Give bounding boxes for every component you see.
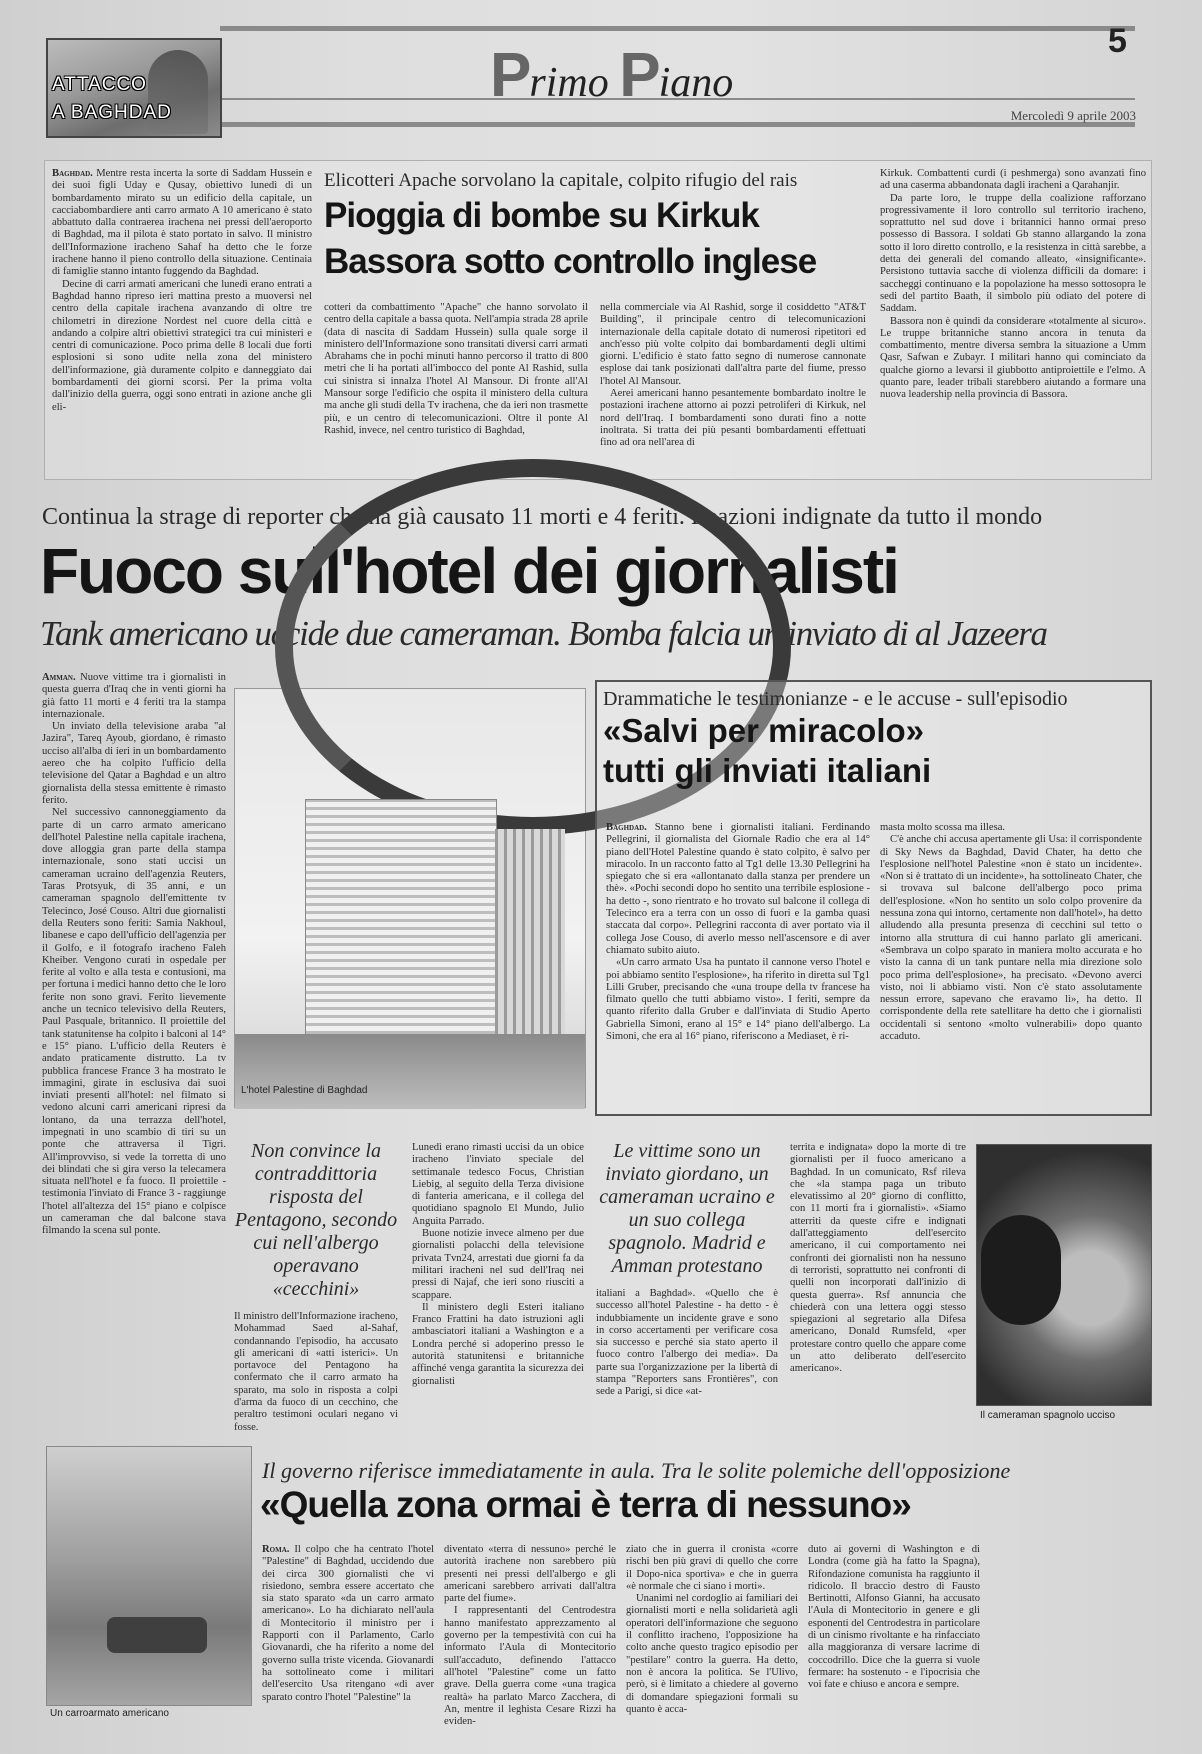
italians-headline-1: «Salvi per miracolo»	[603, 712, 924, 749]
header-rule-top	[220, 26, 1135, 31]
photo-caption: Il cameraman spagnolo ucciso	[980, 1410, 1116, 1421]
paragraph: Nuove vittime tra i giornalisti in questa guerra d'Iraq che in venti giorni ha già fatto 11 morti e 4 feriti tra la stampa internazionale.	[42, 672, 226, 720]
lower-col-2	[412, 1142, 584, 1424]
camera-shape	[981, 1215, 1061, 1325]
header-rule-bottom	[220, 122, 1135, 127]
paragraph: Mentre resta incerta la sorte di Saddam Hussein e dei suoi figli Uday e Qusay, obiettivo lunedì di un bombardamento mirato su un edificio della capitale, un cacciabombardiere anti carro armato A 10 americano è stato abbattuto dalla contraerea irachena nei pressi dell'aeroporto di Baghdad, ma il pilota è stato portato in salvo. Il ministro dell'Informazione iracheno Sahaf ha detto che le forze irachene hanno il pieno controllo della situazione. Centinaia di famiglie stanno intanto fuggendo da Baghdad.	[52, 168, 312, 278]
paragraph: I rappresentanti del Centrodestra hanno manifestato apprezzamento al governo per la tempestività con cui ha informato l'Aula di Montecitorio sull'accaduto, definendo l'attacco all'hotel "Palestine" come un fatto grave. Della guerra come «una tragica realtà» ha parlato Marco Zacchera, di An, mentre il leghista Cesare Rizzi ha eviden-	[444, 1605, 616, 1728]
top-article-col-4	[880, 168, 1146, 474]
masthead-initial: P	[619, 41, 661, 110]
italians-headline-2: tutti gli inviati italiani	[603, 752, 932, 789]
paragraph: nella commerciale via Al Rashid, sorge il cosiddetto "AT&T Building", il principale centro di telecomunicazioni internazionale della capitale dotato di numerosi ripetitori ed anch'esso più volte colpito dai bombardamenti degli ultimi giorni. L'edificio è stato fatto segno di numerose cannonate esplose dai tank posizionati dall'altra parte del fiume, presso l'hotel Al Mansour.	[600, 302, 866, 387]
paragraph: duto ai governi di Washington e di Londra (come già ha fatto la Spagna), Rifondazione comunista ha raggiunto il ridicolo. Il braccio destro di Fausto Bertinotti, Alfonso Gianni, ha accusato l'Aula di Montecitorio in genere e gli esponenti del Centrodestra in particolare di un cinismo rivoltante e ha rinfacciato alla maggioranza di versare lacrime di coccodrillo. Dice che la guerra si vuole fermare: ha sostenuto - e l'ipocrisia che voi fate e chiuso e ancora e sempre.	[808, 1544, 980, 1691]
lower-col-4	[790, 1142, 966, 1424]
pull-quote-pentagon: Non convince la contraddittoria risposta del Pentagono, secondo cui nell'albergo operavano «cecchini»	[234, 1140, 398, 1300]
paragraph: «Un carro armato Usa ha puntato il cannone verso l'hotel e poi abbiamo sentito l'esplosione», ha riferito in diretta sul Tg1 Lilli Gruber, precisando che «una troupe della tv francese ha filmato quello che tutti abbiamo visto». I feriti, sempre da quanto riferito dalla Gruber e dall'inviata di Studio Aperto Gabriella Simoni, erano al 15° e 14° piano dell'albergo. La Simoni, che era al 16° piano, riferiscono a Mediaset, è ri-	[606, 957, 870, 1043]
hotel-building-side	[495, 829, 565, 1049]
paragraph: territa e indignata» dopo la morte di tre giornalisti per il fuoco americano a Baghdad. In un comunicato, Rsf rileva che «la stampa paga un tributo elevatissimo al 20° giorno di conflitto, con 11 morti fra i giornalisti». «Siamo atterriti da queste cifre e indignati dall'atteggiamento dell'esercito americano, il cui comportamento nei confronti dei giornalisti non ha nessuno di terroristi, soprattutto nei confronti di quelli non incorporati dall'inizio di questa guerra». Rsf annuncia che chiederà con una lettera oggi stesso spiegazioni al segretario alla Difesa americano, Donald Rumsfeld, «per protestare contro quello che appare come un atto deliberato dell'esercito americano».	[790, 1142, 966, 1375]
bottom-col-3	[626, 1544, 798, 1724]
hotel-palestine-photo	[234, 688, 586, 1108]
paragraph: Il ministro dell'Informazione iracheno, Mohammad Saed al-Sahaf, condannando l'episodio, ha accusato gli americani di «atti isterici». Un portavoce del Pentagono ha confermato che il carro armato ha sparato, ma solo in risposta a colpi d'arma da fuoco di un cecchino, che peraltro testimoni oculari negano vi fosse.	[234, 1311, 398, 1433]
dateline: Baghdad.	[52, 168, 93, 179]
bottom-col-2	[444, 1544, 616, 1728]
cameraman-photo	[976, 1144, 1152, 1406]
top-article-col-1	[52, 168, 312, 474]
main-story-kicker: Continua la strage di reporter che ha già causato 11 morti e 4 feriti. Reazioni indignate da tutto il mondo	[42, 504, 1043, 530]
section-logo-line-1: ATTACCO	[52, 74, 147, 95]
paragraph: Stanno bene i giornalisti italiani. Ferdinando Pellegrini, il giornalista del Giornale Radio che era al 14° piano dell'Hotel Palestine quando è stato colpito, è salvo per miracolo. In un racconto fatto al Tg1 delle 13.30 Pellegrini ha spiegato che si era «allontanato dalla stanza per prendere un thè». «Pochi secondi dopo ho sentito una terribile esplosione - ha detto -, sono rientrato e ho trovato sul balcone il collega di Telecinco era a terra con un osso di fuori e la gamba quasi staccata dal corpo». Pellegrini racconta di aver portato via il collega Jose Couso, di averlo messo nell'ascensore e di aver chiamato subito aiuto.	[606, 822, 870, 956]
top-article-headline-1: Pioggia di bombe su Kirkuk	[324, 196, 759, 235]
top-article-kicker: Elicotteri Apache sorvolano la capitale, colpito rifugio del rais	[324, 170, 798, 191]
paragraph: italiani a Baghdad». «Quello che è successo all'hotel Palestine - ha detto - è indubbiamente un incidente grave e sono in corso accertamenti per verificare cosa sia successo e perché sia stato aperto il fuoco contro l'albergo dei media». Da parte sua l'organizzazione per la libertà di stampa "Reporters sans Frontières", con sede a Parigi, si dice «at-	[596, 1288, 778, 1398]
photo-caption: Un carroarmato americano	[50, 1708, 169, 1719]
section-logo-line-2: A BAGHDAD	[52, 102, 172, 123]
tank-photo	[46, 1446, 252, 1706]
paragraph: Buone notizie invece almeno per due giornalisti polacchi della televisione privata Tvn24, arrestati due giorni fa da militari iracheni nel sud dell'Iraq nei pressi di Najaf, che ieri sono riusciti a scappare.	[412, 1228, 584, 1301]
paragraph: Aerei americani hanno pesantemente bombardato inoltre le postazioni irachene attorno ai pozzi petroliferi di Kirkuk, nel nord dell'Iraq. I bombardamenti sono durati fino a notte inoltrata. Si tratta dei più pesanti bombardamenti effettuati fino ad ora nell'area di	[600, 388, 866, 449]
italians-col-1	[606, 822, 870, 1108]
bottom-col-4	[808, 1544, 980, 1724]
page-number: 5	[1108, 22, 1127, 60]
paragraph: Il ministero degli Esteri italiano Franco Frattini ha dato istruzioni agli ambasciatori italiani a Washington e a Londra perché si adoperino presso le autorità statunitensi e britanniche affinché venga garantita la sicurezza dei giornalisti	[412, 1301, 584, 1387]
top-article-headline-2: Bassora sotto controllo inglese	[324, 242, 817, 281]
paragraph: Lunedì erano rimasti uccisi da un obice iracheno l'inviato speciale del settimanale tedesco Focus, Christian Liebig, al seguito della Terza divisione di fanteria americana, e il collega del quotidiano spagnolo El Mundo, Julio Anguita Parrado.	[412, 1142, 584, 1227]
dateline: Roma.	[262, 1544, 290, 1555]
paragraph: Bassora non è quindi da considerare «totalmente al sicuro». Le truppe britanniche stanno ancora in tenuta da combattimento, mentre diversa sembra la situazione a Umm Qasr, Safwan e Zubayr. I militari hanno qui cominciato da qualche giorno a levarsi il giubbotto antiproiettile e l'elmo. A quanto pare, leader tribali starebbero aiutando a formare una nuova leadership nella provincia di Bassora.	[880, 315, 1146, 401]
hotel-building	[305, 799, 497, 1051]
lower-stack-2	[596, 1140, 778, 1426]
paragraph: ziato che in guerra il cronista «corre rischi ben più gravi di quello che corre il Dopo-nica sportiva» e che in guerra «è normale che ci siano i morti».	[626, 1544, 798, 1592]
masthead-word: iano	[658, 60, 734, 106]
paragraph: diventato «terra di nessuno» perché le autorità irachene non sarebbero più presenti nei pressi dell'albergo e gli americani sarebbero arrivati dall'altra parte del fiume».	[444, 1544, 616, 1605]
italians-kicker: Drammatiche le testimonianze - e le accuse - sull'episodio	[603, 688, 1068, 710]
paragraph: Da parte loro, le truppe della coalizione rafforzano progressivamente il loro controllo sul territorio iracheno, soprattutto nel sud dove i britannici hanno ormai preso possesso di Bassora. I soldati Gb stanno allargando la zona sotto il loro diretto controllo, e la resistenza in città sarebbe, a detta dei generali del comando alleato, «insignificante». Persistono tuttavia sacche di violenza difficili da domare: i saccheggi continuano e la popolazione ha messo sottosopra le sedi del partito Baath, il simbolo più odiato del potere di Saddam.	[880, 192, 1146, 315]
main-story-left-column	[42, 672, 226, 1427]
masthead-initial: P	[490, 41, 532, 110]
issue-date: Mercoledì 9 aprile 2003	[1010, 108, 1136, 123]
dateline: Amman.	[42, 672, 76, 683]
main-story-subtitle: Tank americano uccide due cameraman. Bomba falcia un inviato di al Jazeera	[40, 614, 1047, 653]
masthead-word: rimo	[529, 60, 609, 106]
italians-col-2	[880, 822, 1142, 1108]
top-article-col-3	[600, 302, 866, 474]
ground	[235, 1034, 585, 1109]
tank-shape	[107, 1617, 207, 1653]
pull-quote-victims: Le vittime sono un inviato giordano, un cameraman ucraino e un suo collega spagnolo. Madrid e Amman protestano	[599, 1140, 775, 1277]
lower-col-3	[596, 1288, 778, 1426]
section-masthead	[490, 40, 733, 111]
section-logo-attacco-a-baghdad	[46, 38, 222, 138]
main-story-headline: Fuoco sull'hotel dei giornalisti	[40, 535, 898, 607]
lower-col-1	[234, 1311, 398, 1433]
paragraph: Unanimi nel cordoglio ai familiari dei giornalisti morti e nella solidarietà agli operatori dell'informazione che seguono il conflitto iracheno, l'opposizione ha colto anche questo tragico episodio per "pestilare" contro la guerra. Ha detto, non è ancora la politica. Se l'Ulivo, però, si è limitato a chiedere al governo di domandare spiegazioni formali su quanto è acca-	[626, 1593, 798, 1715]
paragraph: Un inviato della televisione araba "al Jazira", Tareq Ayoub, giordano, è rimasto ucciso all'alba di ieri in un bombardamento aereo che ha colpito l'ufficio della televisione del Qatar a Baghdad e un altro giornalista della stessa emittente è rimasto ferito.	[42, 721, 226, 806]
paragraph: C'è anche chi accusa apertamente gli Usa: il corrispondente di Sky News da Baghdad, David Chater, ha detto che l'esplosione nell'hotel Palestine «non è stato un incidente». «Non si è trattato di un incidente», ha sottolineato Chater, che si trovava sul balcone dell'albergo poco prima dell'esplosione. «Non ho sentito un solo colpo provenire da nessuna zona qui intorno, certamente non dall'hotel», ha detto alludendo alla presunta presenza di cecchini sul tetto o intorno alla struttura di cui hanno parlato gli americani. «Sembrava un colpo sparato in maniera molto accurata e ho visto la canna di un tank puntare nella mia direzione solo poco prima dell'esplosione», ha precisato. «Devono averci visto, noi li abbiamo visti. Non c'è stato assolutamente nessun errore, sapevano che eravamo lì», ha detto. Il corrispondente della rete satellitare ha detto che i giornalisti occidentali si sentono «molto vulnerabili» dopo quanto accaduto.	[880, 834, 1142, 1043]
photo-caption: L'hotel Palestine di Baghdad	[241, 1085, 368, 1096]
bottom-article-headline: «Quella zona ormai è terra di nessuno»	[260, 1484, 911, 1525]
paragraph: masta molto scossa ma illesa.	[880, 822, 1006, 833]
bottom-article-kicker: Il governo riferisce immediatamente in aula. Tra le solite polemiche dell'opposizione	[262, 1458, 1011, 1483]
paragraph: cotteri da combattimento "Apache" che hanno sorvolato il centro della capitale a bassa quota. Nell'ampia strada 28 aprile (data di nascita di Saddam Hussein) sulla quale sorge il ministero dell'Informazione sono transitati diversi carri armati Abrahams che in pochi minuti hanno percorso il tratto di 800 metri che li ha portati all'imbocco del ponte Al Rashid, sulla cui sinistra si innalza l'hotel Al Mansour. Di fronte all'Al Mansour sorge l'edificio che ospita il ministero della cultura ma anche gli studi della Tv irachena, che da ieri non trasmette più, e un centro di telecomunicazioni. Oltre il ponte Al Rashid, invece, nel centro turistico di Baghdad,	[324, 302, 588, 436]
dateline: Baghdad.	[606, 822, 647, 833]
bottom-col-1	[262, 1544, 434, 1724]
top-article-col-2	[324, 302, 588, 474]
lower-stack-1	[234, 1140, 398, 1433]
paragraph: Il colpo che ha centrato l'hotel "Palestine" di Baghdad, uccidendo due dei circa 300 giornalisti che vi risiedono, sembra essere accertato che sia stato sparato «da un carro armato americano». Lo ha dichiarato nell'aula di Montecitorio il ministro per i Rapporti con il Parlamento, Carlo Giovanardi, che ha riferito a nome del governo sulla triste vicenda. Giovanardi ha sottolineato come i militari dell'esercito Usa ritengano «di aver sparato contro l'hotel "Palestine" la	[262, 1544, 434, 1703]
paragraph: Kirkuk. Combattenti curdi (i peshmerga) sono avanzati fino ad una caserma abbandonata dagli iracheni a Qarahanjir.	[880, 168, 1146, 192]
paragraph: Decine di carri armati americani che lunedì erano entrati a Baghdad hanno ripreso ieri mattina presto a muoversi nel centro della capitale irachena avanzando di oltre tre chilometri in direzione Nordest nel cuore della città e andando a colpire altri obiettivi strategici tra cui ministeri e centri di comunicazione. Poco prima delle 8 locali due forti esplosioni si sono udite nella zona del ministero dell'informazione, già duramente colpito e danneggiato dai bombardamenti dei giorni scorsi. Per la prima volta dall'inizio della guerra, oggi sono entrati in azione anche gli eli-	[52, 278, 312, 413]
paragraph: Nel successivo cannoneggiamento da parte di un carro armato americano dell'hotel Palestine nella capitale irachena, dove alloggia gran parte della stampa internazionale, sono stati uccisi un cameraman ucraino dell'agenzia Reuters, Taras Protsyuk, di 35 anni, e un cameraman spagnolo dell'emittente tv Telecinco, José Couso. Altri due giornalisti della Reuters sono feriti: Samia Nakhoul, libanese e capo dell'ufficio dell'agenzia per il Golfo, e il fotografo iracheno Faleh Kheiber. Vengono curati in ospedale per ferite al volto e alla testa e contusioni, ma per fortuna i medici hanno detto che le loro ferite non sono gravi. Ferito lievemente anche un tecnico televisivo della Reuters, Paul Pasquale, britannico. Il proiettile del tank statunitense ha colpito i balconi al 14° e 15° piano. L'ufficio della Reuters è andato praticamente distrutto. La tv pubblica francese France 3 ha mostrato le immagini, girate in esclusiva dai suoi inviati presenti all'hotel: nel filmato si vedono alcuni carri americani ripresi da lontano, da una terrazza dell'hotel, impegnati in uno scambio di tiri su un ponte che attraversa il Tigri. All'improvviso, si vede la torretta di uno dei blindati che si gira verso la telecamera situata nell'hotel e fa fuoco. Il proiettile - testimonia l'inviato di France 3 - raggiunge l'hotel all'altezza del 15° piano e colpisce un cameraman che dal balcone stava filmando la scena sul ponte.	[42, 807, 226, 1237]
